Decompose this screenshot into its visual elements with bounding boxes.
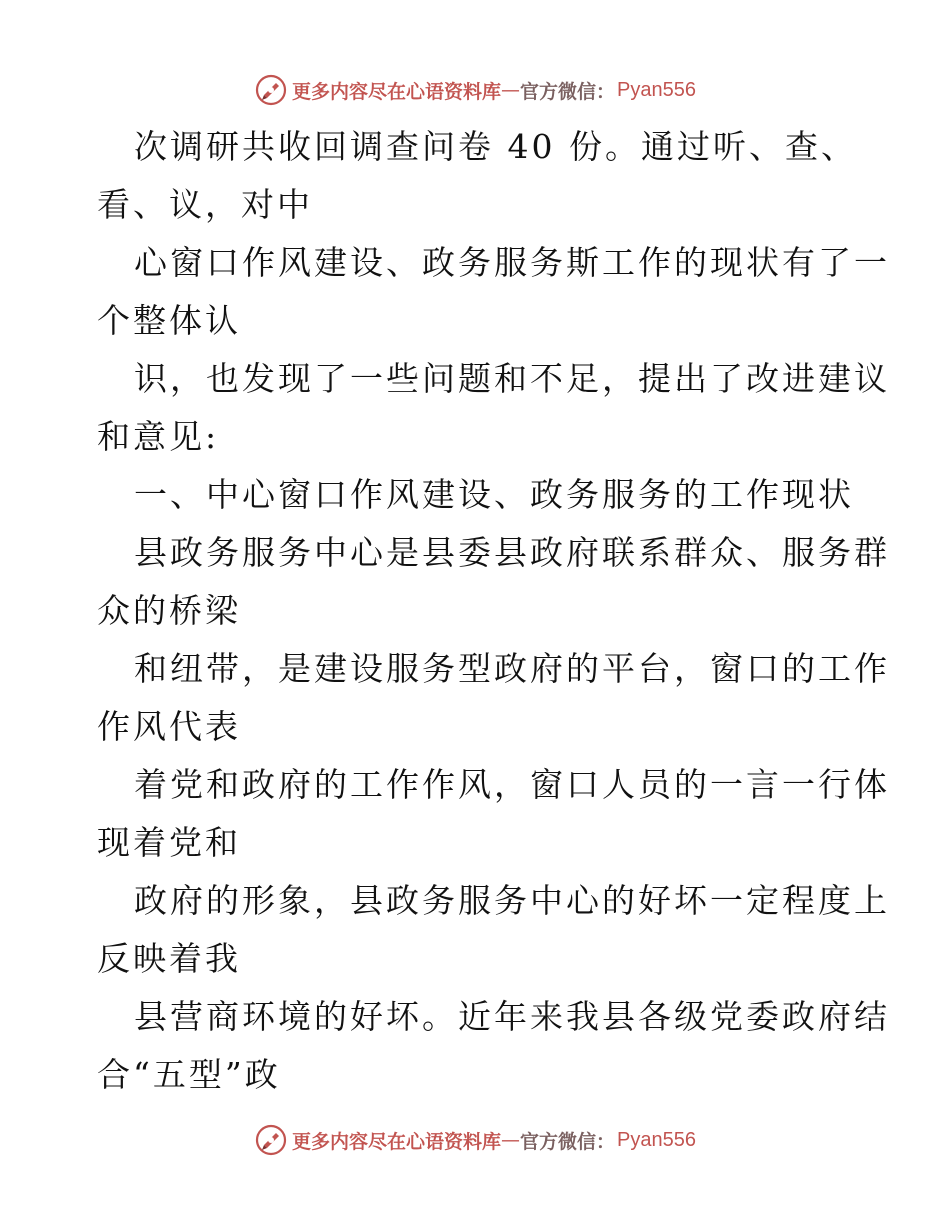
- body-line: 和纽带，是建设服务型政府的平台，窗口的工作: [134, 649, 890, 688]
- header-watermark: [0, 70, 950, 110]
- body-line: 众的桥梁: [97, 591, 241, 630]
- document-body: [97, 118, 890, 1104]
- body-line: 县政务服务中心是县委县政府联系群众、服务群: [134, 533, 890, 572]
- body-line: 个整体认: [97, 301, 241, 340]
- body-line: 作风代表: [97, 707, 241, 746]
- body-line: 和意见:: [97, 417, 220, 456]
- body-line: 反映着我: [97, 939, 241, 978]
- body-line: 政府的形象，县政务服务中心的好坏一定程度上: [134, 881, 890, 920]
- body-line: 合“五型”政: [97, 1055, 281, 1094]
- body-line: 着党和政府的工作作风，窗口人员的一言一行体: [134, 765, 890, 804]
- body-line: 识，也发现了一些问题和不足，提出了改进建议: [134, 359, 890, 398]
- watermark-official: 官方微信：: [520, 1130, 616, 1153]
- footer-watermark: [0, 1120, 950, 1160]
- section-heading: 一、中心窗口作风建设、政务服务的工作现状: [134, 475, 854, 514]
- body-line: 县营商环境的好坏。近年来我县各级党委政府结: [134, 997, 890, 1036]
- watermark-dash: —: [501, 1129, 521, 1151]
- body-line: 次调研共收回调查问卷 40 份。通过听、查、: [134, 127, 857, 166]
- watermark-brand: 更多内容尽在心语资料库: [292, 80, 502, 103]
- watermark-dash: —: [501, 79, 521, 101]
- watermark-official: 官方微信：: [520, 80, 616, 103]
- body-line: 看、议，对中: [97, 185, 313, 224]
- body-line: 心窗口作风建设、政务服务斯工作的现状有了一: [134, 243, 890, 282]
- watermark-brand: 更多内容尽在心语资料库: [292, 1130, 502, 1153]
- watermark-id: Pyan556: [617, 1128, 696, 1151]
- pen-logo-icon: [254, 73, 288, 107]
- body-line: 现着党和: [97, 823, 241, 862]
- pen-logo-icon: [254, 1123, 288, 1157]
- watermark-id: Pyan556: [617, 78, 696, 101]
